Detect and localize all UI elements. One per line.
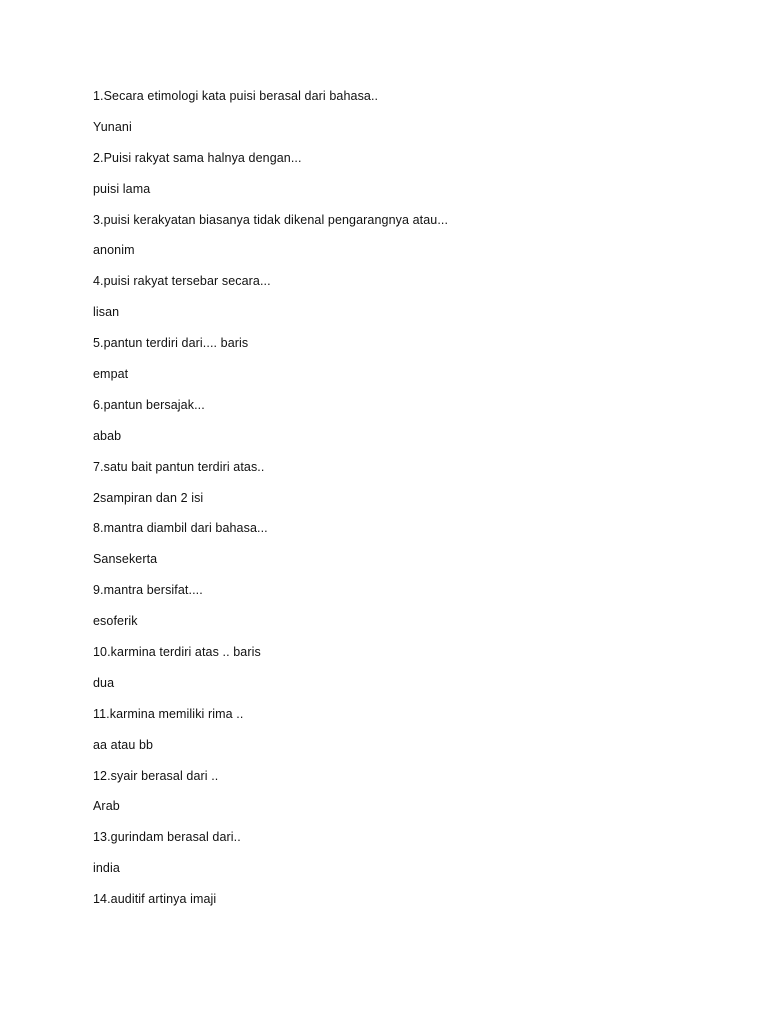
question-2: 2.Puisi rakyat sama halnya dengan...: [93, 150, 302, 165]
question-1: 1.Secara etimologi kata puisi berasal dari bahasa..: [93, 89, 379, 103]
question-10: 10.karmina terdiri atas .. baris: [93, 645, 261, 660]
question-3: 3.puisi kerakyatan biasanya tidak dikenal pengarangnya atau...: [93, 212, 449, 227]
answer-3: anonim: [93, 243, 135, 258]
question-5: 5.pantun terdiri dari.... baris: [93, 336, 249, 351]
answer-13: india: [93, 861, 120, 876]
answer-6: abab: [93, 428, 122, 443]
answer-12: Arab: [93, 799, 120, 814]
question-7: 7.satu bait pantun terdiri atas..: [93, 459, 265, 474]
answer-9: esoferik: [93, 614, 138, 629]
question-12: 12.syair berasal dari ..: [93, 768, 219, 783]
question-9: 9.mantra bersifat....: [93, 583, 203, 598]
answer-2: puisi lama: [93, 181, 151, 196]
question-14: 14.auditif artinya imaji: [93, 892, 217, 907]
answer-11: aa atau bb: [93, 737, 154, 752]
question-4: 4.puisi rakyat tersebar secara...: [93, 274, 271, 289]
question-13: 13.gurindam berasal dari..: [93, 830, 241, 845]
answer-8: Sansekerta: [93, 552, 158, 567]
answer-5: empat: [93, 367, 129, 382]
answer-10: dua: [93, 675, 115, 690]
question-6: 6.pantun bersajak...: [93, 397, 205, 412]
answer-7: 2sampiran dan 2 isi: [93, 490, 204, 505]
answer-4: lisan: [93, 305, 120, 320]
answer-1: Yunani: [93, 119, 132, 134]
question-11: 11.karmina memiliki rima ..: [93, 706, 244, 721]
question-8: 8.mantra diambil dari bahasa...: [93, 521, 268, 536]
document-body: [93, 86, 693, 920]
